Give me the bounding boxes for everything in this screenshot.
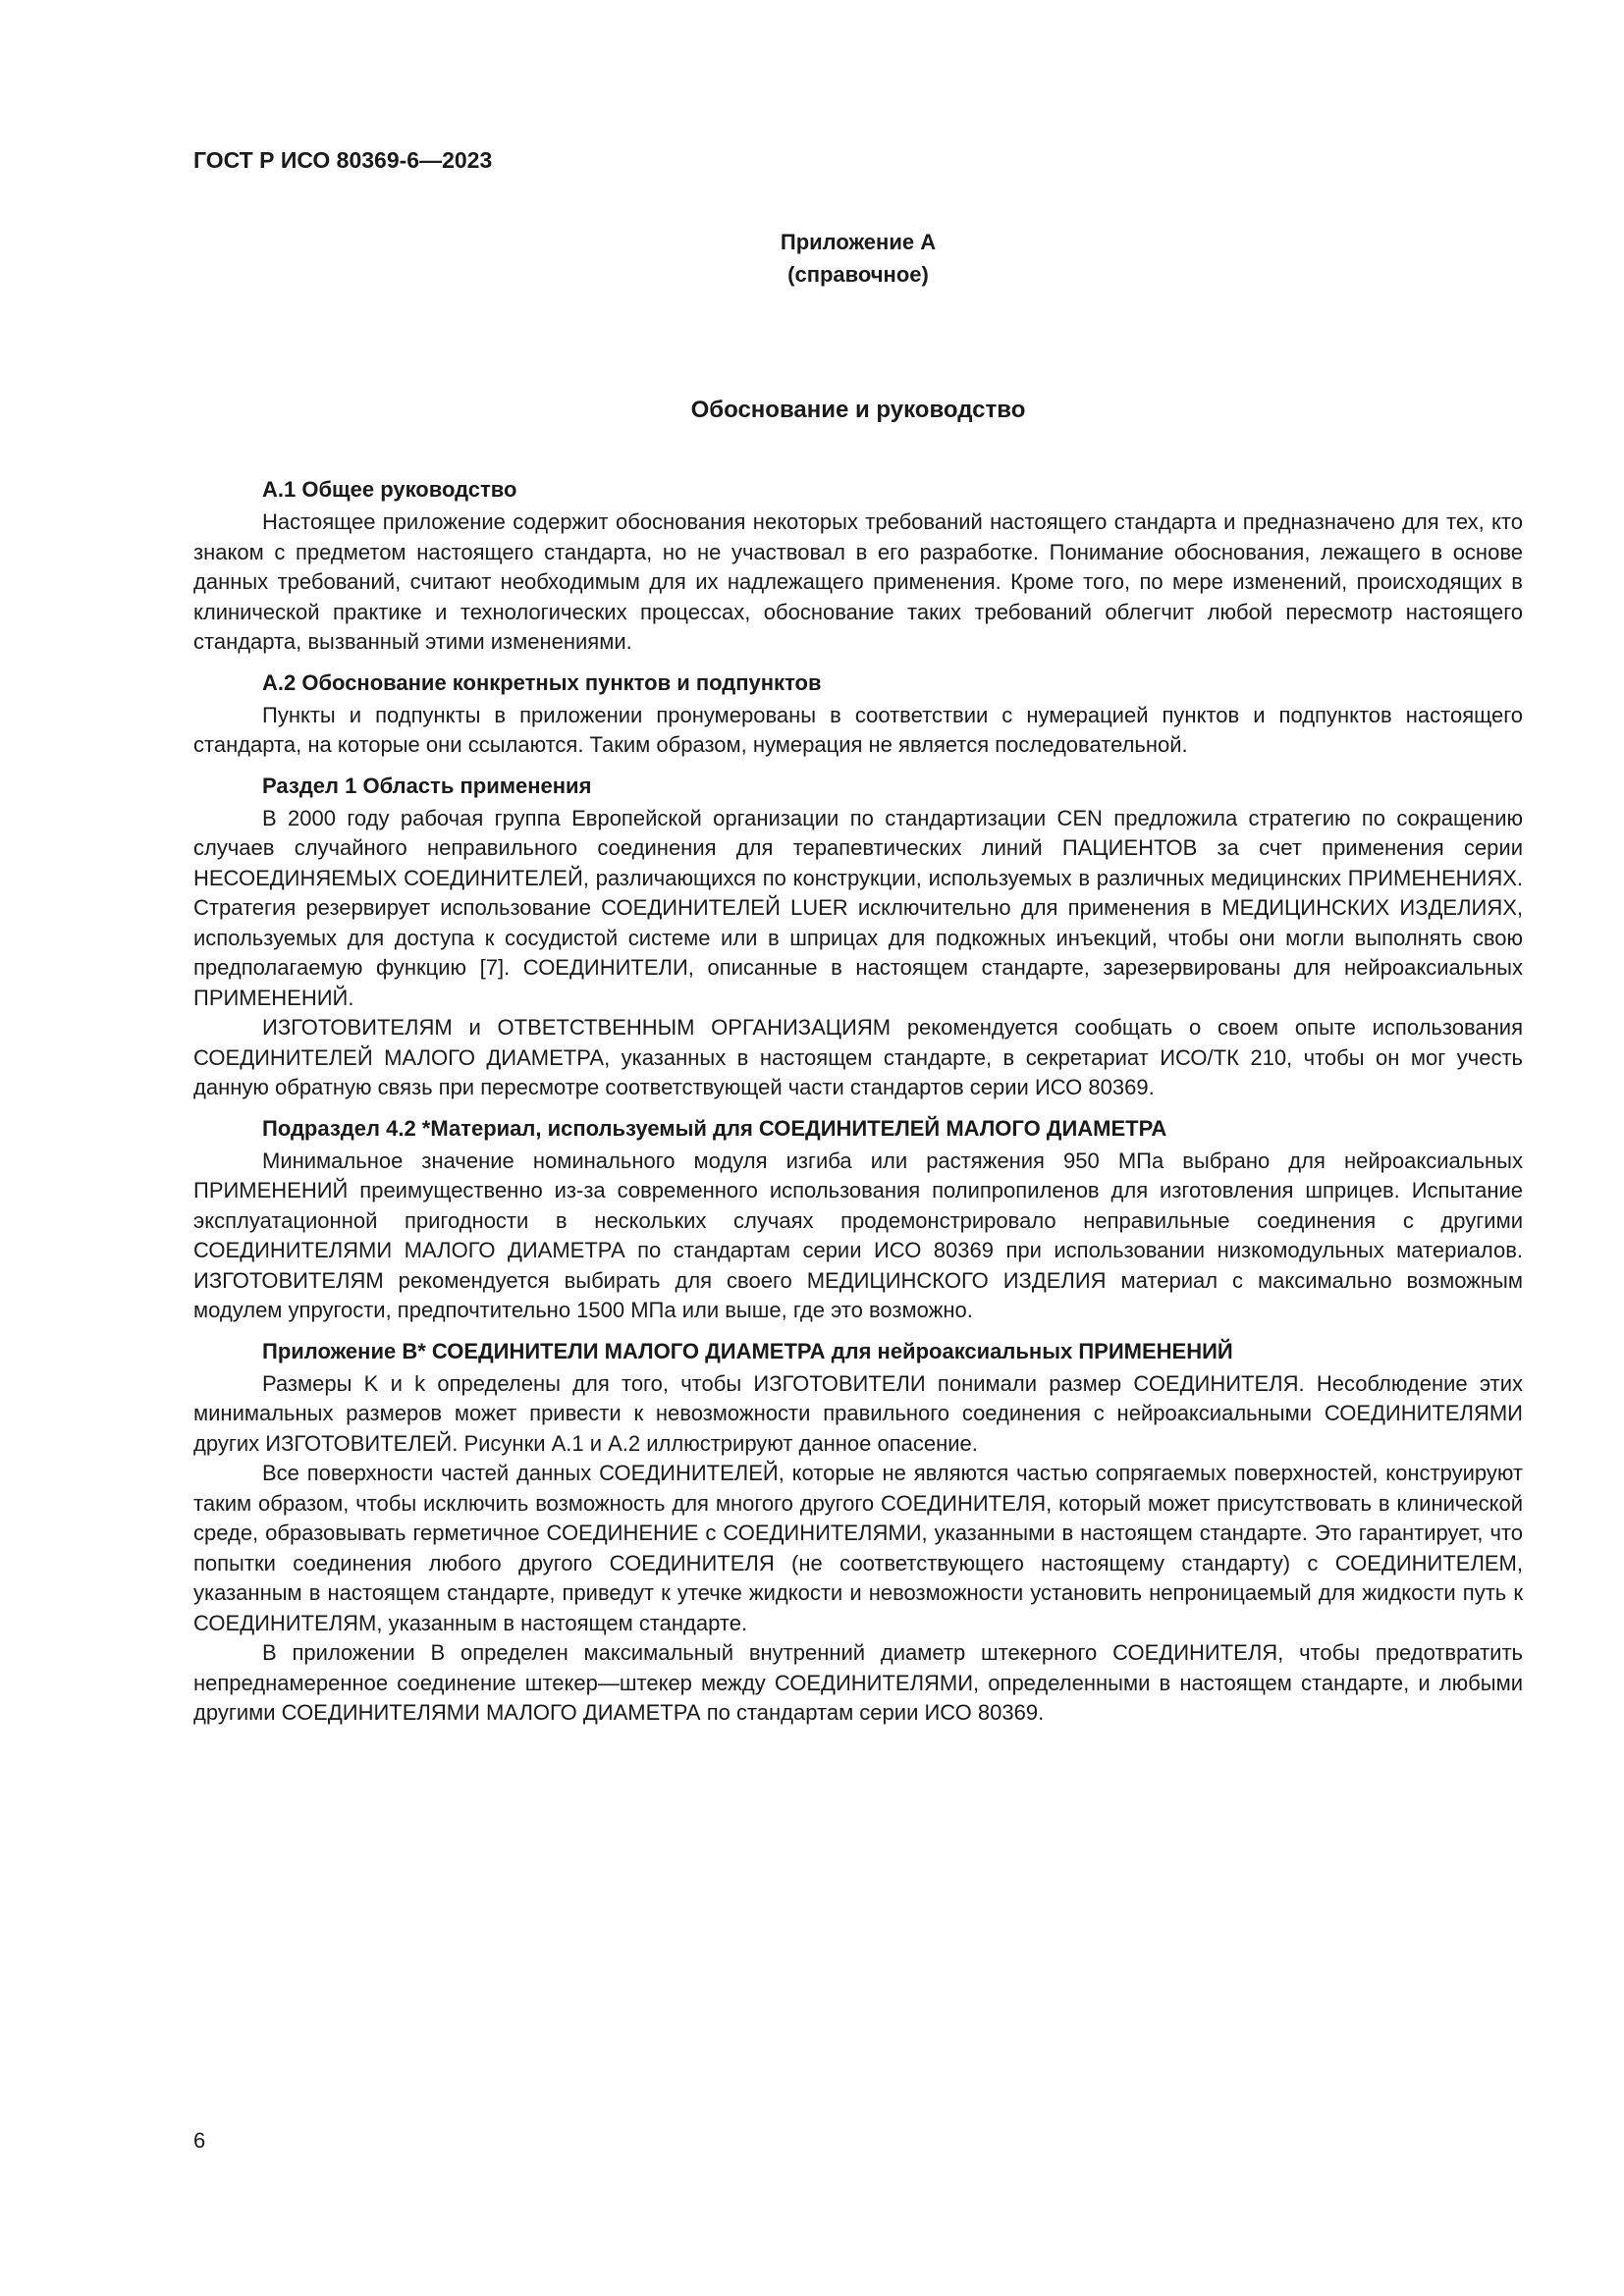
appendix-heading	[193, 226, 1523, 291]
section-heading: Приложение В* СОЕДИНИТЕЛИ МАЛОГО ДИАМЕТРА для нейроаксиальных ПРИМЕНЕНИЙ	[262, 1338, 1233, 1363]
section-appendix-b	[193, 1337, 1523, 1729]
paragraph: Размеры K и k определены для того, чтобы ИЗГОТОВИТЕЛИ понимали размер СОЕДИНИТЕЛЯ. Несоблюдение этих минимальных размеров может привести к невозможности правильного соединения с нейроаксиальными СОЕДИНИТЕЛЯМИ других ИЗГОТОВИТЕЛЕЙ. Рисунки А.1 и А.2 иллюстрируют данное опасение.	[193, 1370, 1523, 1456]
paragraph: Настоящее приложение содержит обоснования некоторых требований настоящего стандарта и предназначено для тех, кто знаком с предметом настоящего стандарта, но не участвовал в его разработке. Понимание обоснования, лежащего в основе данных требований, считают необходимым для их надлежащего применения. Кроме того, по мере изменений, происходящих в клинической практике и технологических процессах, обоснование таких требований облегчит любой пересмотр настоящего стандарта, вызванный этими изменениями.	[193, 509, 1523, 654]
section-heading: А.1 Общее руководство	[262, 477, 517, 502]
paragraph: В 2000 году рабочая группа Европейской организации по стандартизации CEN предложила стратегию по сокращению случаев случайного неправильного соединения для терапевтических линий ПАЦИЕНТОВ за счет применения серии НЕСОЕДИНЯЕМЫХ СОЕДИНИТЕЛЕЙ, различающихся по конструкции, используемых в различных медицинских ПРИМЕНЕНИЯХ. Стратегия резервирует использование СОЕДИНИТЕЛЕЙ LUER исключительно для применения в МЕДИЦИНСКИХ ИЗДЕЛИЯХ, используемых для доступа к сосудистой системе или в шприцах для подкожных инъекций, чтобы они могли выполнять свою предполагаемую функцию [7]. СОЕДИНИТЕЛИ, описанные в настоящем стандарте, зарезервированы для нейроаксиальных ПРИМЕНЕНИЙ.	[193, 805, 1523, 1010]
paragraph: В приложении В определен максимальный внутренний диаметр штекерного СОЕДИНИТЕЛЯ, чтобы предотвратить непреднамеренное соединение штекер—штекер между СОЕДИНИТЕЛЯМИ, определенными в настоящем стандарте, и любыми другими СОЕДИНИТЕЛЯМИ МАЛОГО ДИАМЕТРА по стандартам серии ИСО 80369.	[193, 1640, 1523, 1725]
paragraph: ИЗГОТОВИТЕЛЯМ и ОТВЕТСТВЕННЫМ ОРГАНИЗАЦИЯМ рекомендуется сообщать о своем опыте использования СОЕДИНИТЕЛЕЙ МАЛОГО ДИАМЕТРА, указанных в настоящем стандарте, в секретариат ИСО/ТК 210, чтобы он мог учесть данную обратную связь при пересмотре соответствующей части стандартов серии ИСО 80369.	[193, 1015, 1523, 1099]
section-heading: Раздел 1 Область применения	[262, 773, 592, 798]
document-body	[193, 475, 1523, 1729]
document-code: ГОСТ Р ИСО 80369-6—2023	[193, 147, 493, 173]
section-heading: А.2 Обоснование конкретных пунктов и подпунктов	[262, 669, 822, 695]
section-a1	[193, 475, 1523, 658]
paragraph: Все поверхности частей данных СОЕДИНИТЕЛЕЙ, которые не являются частью сопрягаемых поверхностей, конструируют таким образом, чтобы исключить возможность для многого другого СОЕДИНИТЕЛЯ, который может присутствовать в клинической среде, образовывать герметичное СОЕДИНЕНИЕ с СОЕДИНИТЕЛЯМИ, указанными в настоящем стандарте. Это гарантирует, что попытки соединения любого другого СОЕДИНИТЕЛЯ (не соответствующего настоящему стандарту) с СОЕДИНИТЕЛЕМ, указанным в настоящем стандарте, приведут к утечке жидкости и невозможности установить непроницаемый для жидкости путь к СОЕДИНИТЕЛЯМ, указанным в настоящем стандарте.	[193, 1461, 1523, 1635]
section-a2	[193, 668, 1523, 761]
section-4-2	[193, 1114, 1523, 1326]
paragraph: Минимальное значение номинального модуля изгиба или растяжения 950 МПа выбрано для нейроаксиальных ПРИМЕНЕНИЙ преимущественно из-за современного использования полипропиленов для изготовления шприцев. Испытание эксплуатационной пригодности в нескольких случаях продемонстрировало неправильные соединения с другими СОЕДИНИТЕЛЯМИ МАЛОГО ДИАМЕТРА по стандартам серии ИСО 80369 при использовании низкомодульных материалов. ИЗГОТОВИТЕЛЯМ рекомендуется выбирать для своего МЕДИЦИНСКОГО ИЗДЕЛИЯ материал с максимально возможным модулем упругости, предпочтительно 1500 МПа или выше, где это возможно.	[193, 1148, 1523, 1322]
section-heading: Подраздел 4.2 *Материал, используемый для СОЕДИНИТЕЛЕЙ МАЛОГО ДИАМЕТРА	[262, 1115, 1167, 1141]
appendix-type: (справочное)	[787, 262, 929, 287]
paragraph: Пункты и подпункты в приложении пронумерованы в соответствии с нумерацией пунктов и подпунктов настоящего стандарта, на которые они ссылаются. Таким образом, нумерация не является последовательной.	[193, 702, 1523, 757]
appendix-label: Приложение А	[780, 230, 937, 254]
page-number: 6	[193, 2128, 206, 2153]
section-scope	[193, 772, 1523, 1103]
page-title: Обоснование и руководство	[690, 397, 1026, 423]
